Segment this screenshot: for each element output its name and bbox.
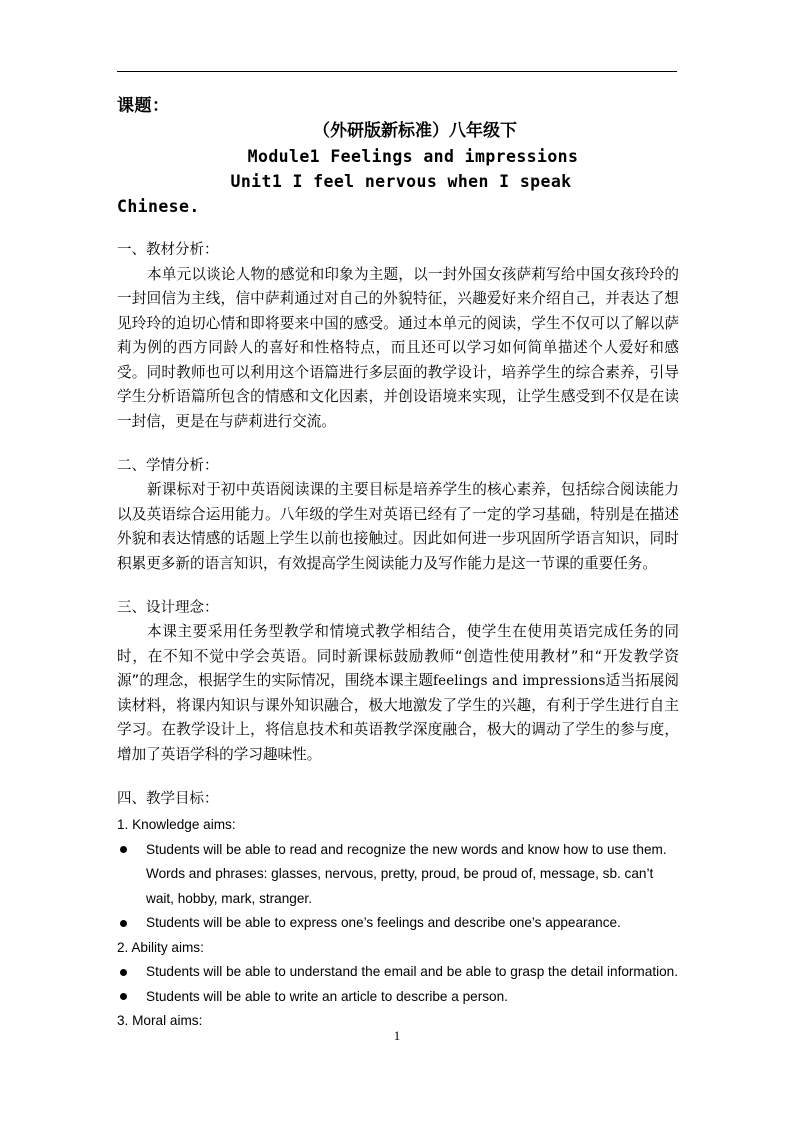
list-item <box>117 911 679 936</box>
list-item-label: Students will be able to understand the email and be able to grasp the detail information. <box>146 964 679 980</box>
list-item-label: Students will be able to express one’s feelings and describe one’s appearance. <box>146 915 621 931</box>
section-heading-teaching-objectives: 四、教学目标： <box>117 790 219 807</box>
list-item-label: Students will be able to write an article to describe a person. <box>146 988 508 1004</box>
bullet-dot-icon <box>120 969 127 976</box>
document-content <box>117 93 679 1034</box>
section-heading-design-concept: 三、设计理念： <box>117 599 219 616</box>
objective-list-knowledge <box>117 838 679 936</box>
objective-group-label-knowledge: 1. Knowledge aims: <box>117 817 236 833</box>
list-item-label: Students will be able to read and recognize the new words and know how to use them. Words and phrases: glasses, nervous, pretty, proud, be proud of, message, sb. can’t wait, hobby, mark, stranger. <box>146 841 667 906</box>
design-concept-text-part-1: 本课主要采用任务型教学和情境式教学相结合，使学生在使用英语完成任务的同时，在不知不觉中学会英语。同时新课标鼓励教师“创造性使用教材”和“开发教学资源”的理念，根据学生的实际情况，围绕本课主题 <box>117 623 679 690</box>
design-concept-inline-english: feelings and impressions <box>433 673 606 690</box>
lesson-title-label: 课题： <box>117 96 170 116</box>
section-heading-student-analysis: 二、学情分析： <box>117 457 219 474</box>
lesson-title-unit-line-continuation: Chinese. <box>117 197 200 216</box>
bullet-dot-icon <box>120 993 127 1000</box>
objective-group-label-moral: 3. Moral aims: <box>117 1013 203 1029</box>
design-concept-text-part-2: 适当拓展阅读材料，将课内知识与课外知识融合，极大地激发了学生的兴趣，有利于学生进行自主学习。在教学设计上，将信息技术和英语教学深度融合，极大的调动了学生的参与度，增加了英语学科的学习趣味性。 <box>117 672 679 763</box>
section-heading-textbook-analysis: 一、教材分析： <box>117 242 219 258</box>
objective-group-label-ability: 2. Ability aims: <box>117 939 204 955</box>
list-item <box>117 838 679 912</box>
lesson-title-unit-line: Unit1 I feel nervous when I speak <box>230 172 572 191</box>
section-body-textbook-analysis: 本单元以谈论人物的感觉和印象为主题，以一封外国女孩萨莉写给中国女孩玲玲的一封回信为主线，信中萨莉通过对自己的外貌特征，兴趣爱好来介绍自己，并表达了想见玲玲的迫切心情和即将要来中国的感受。通过本单元的阅读，学生不仅可以了解以萨莉为例的西方同龄人的喜好和性格特点，而且还可以学习如何简单描述个人爱好和感受。同时教师也可以利用这个语篇进行多层面的教学设计，培养学生的综合素养，引导学生分析语篇所包含的情感和文化因素，并创设语境来实现，让学生感受到不仅是在读一封信，更是在与萨莉进行交流。 <box>117 265 679 431</box>
header-rule <box>117 71 677 72</box>
objective-list-ability <box>117 960 679 1009</box>
bullet-dot-icon <box>120 846 127 853</box>
bullet-dot-icon <box>120 920 127 927</box>
page-number: 1 <box>393 1029 401 1043</box>
list-item <box>117 985 679 1010</box>
section-body-design-concept <box>117 620 679 768</box>
lesson-title-block <box>117 93 679 219</box>
lesson-title-textbook-line: （外研版新标准）八年级下 <box>313 121 517 141</box>
section-body-student-analysis: 新课标对于初中英语阅读课的主要目标是培养学生的核心素养，包括综合阅读能力以及英语综合运用能力。八年级的学生对英语已经有了一定的学习基础，特别是在描述外貌和表达情感的话题上学生以前也接触过。因此如何进一步巩固所学语言知识，同时积累更多新的语言知识，有效提高学生阅读能力及写作能力是这一节课的重要任务。 <box>117 481 679 572</box>
lesson-title-module-line: Module1 Feelings and impressions <box>247 147 579 166</box>
list-item <box>117 960 679 985</box>
